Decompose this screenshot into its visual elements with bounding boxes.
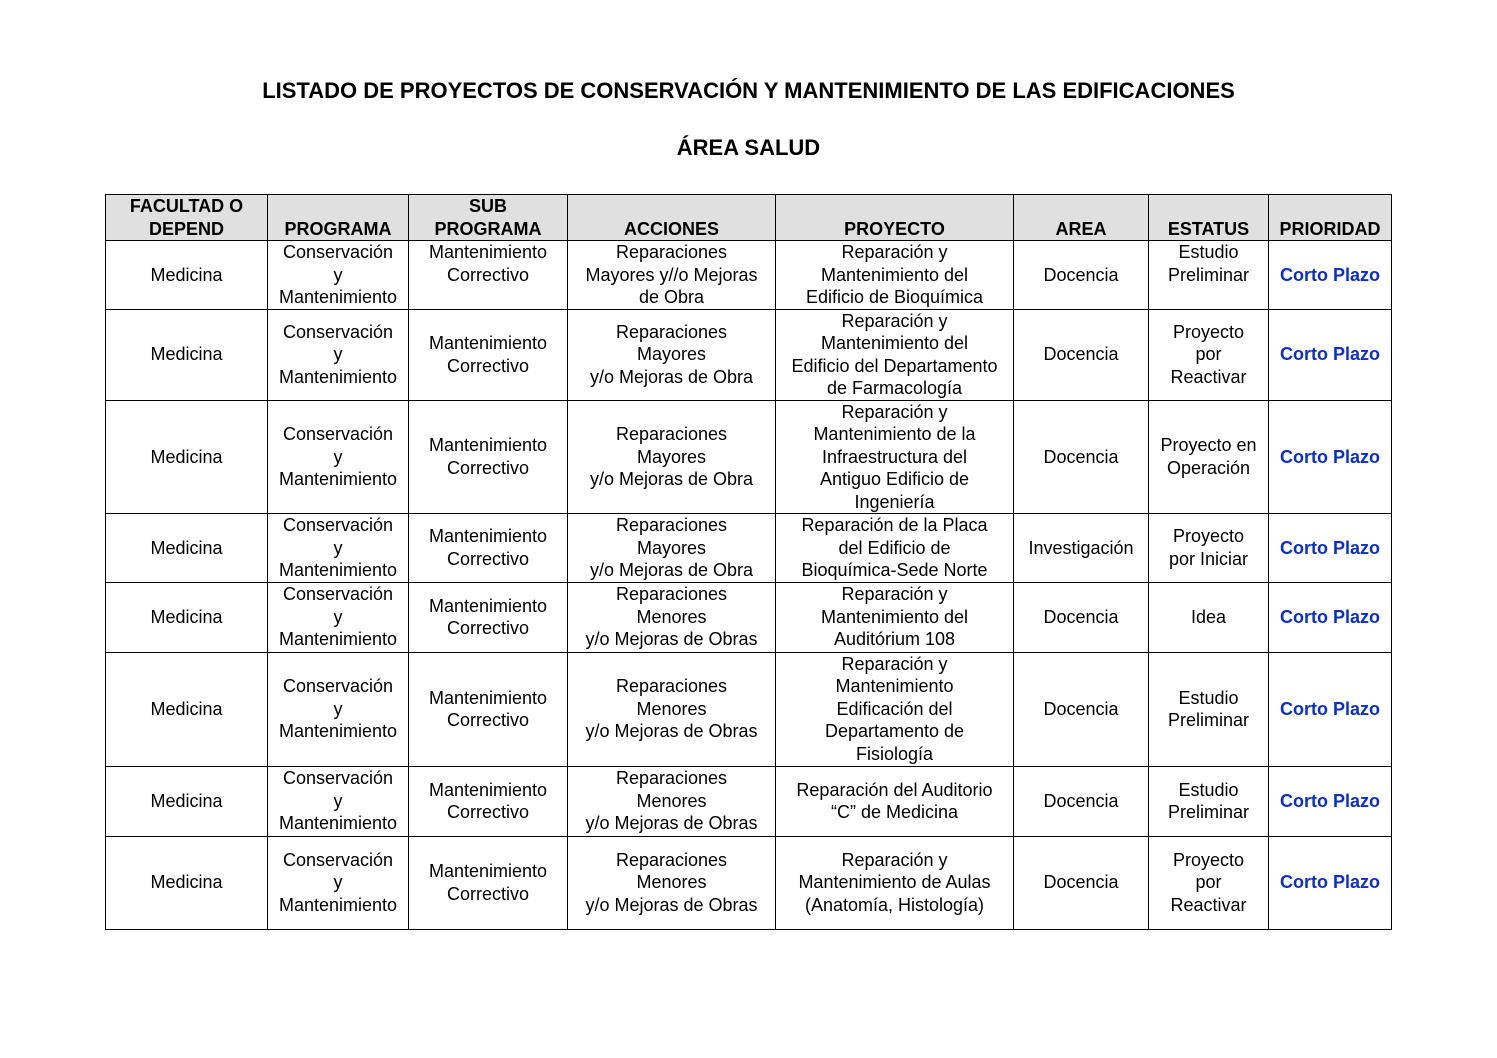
table-row [106, 582, 1392, 652]
cell-acciones [568, 582, 776, 652]
cell-line: Reparación y [841, 401, 948, 422]
cell-subprograma [409, 836, 568, 929]
cell-line: Conservación [282, 515, 394, 535]
cell-line: Reparaciones [615, 242, 728, 262]
document-subtitle: ÁREA SALUD [676, 135, 821, 160]
cell-line: y [333, 344, 343, 365]
cell-programa [268, 400, 409, 514]
cell-line: Medicina [150, 790, 223, 811]
cell-line: Menores [636, 872, 707, 893]
table-row [106, 766, 1392, 836]
cell-subprograma [409, 652, 568, 766]
cell-area [1014, 309, 1149, 400]
table-row [106, 836, 1392, 929]
cell-facultad [106, 766, 268, 836]
cell-line: Reparaciones [615, 584, 728, 605]
cell-proyecto [776, 766, 1014, 836]
cell-line: Fisiología [855, 743, 934, 764]
cell-line: Corto Plazo [1279, 872, 1380, 893]
cell-line: Mantenimiento [278, 721, 398, 742]
cell-area [1014, 652, 1149, 766]
cell-facultad [106, 241, 268, 310]
cell-line: Reparación y [841, 310, 948, 331]
header-subprograma [409, 195, 568, 241]
cell-estatus [1149, 582, 1269, 652]
cell-line: Conservación [282, 242, 394, 262]
cell-estatus [1149, 400, 1269, 514]
cell-line: Corto Plazo [1279, 446, 1380, 467]
cell-line: Preliminar [1167, 264, 1250, 285]
cell-line: Docencia [1043, 264, 1119, 285]
cell-line: Investigación [1028, 537, 1134, 558]
header-facultad [106, 195, 268, 241]
cell-line: Proyecto en [1160, 435, 1257, 456]
table-row [106, 514, 1392, 583]
cell-proyecto [776, 836, 1014, 929]
cell-line: Edificio de Bioquímica [805, 287, 984, 307]
cell-line: Conservación [282, 768, 394, 789]
cell-line: Corto Plazo [1279, 606, 1380, 627]
cell-programa [268, 241, 409, 310]
cell-line: Corto Plazo [1279, 790, 1380, 811]
cell-programa [268, 836, 409, 929]
document-title: LISTADO DE PROYECTOS DE CONSERVACIÓN Y MANTENIMIENTO DE LAS EDIFICACIONES [262, 78, 1235, 103]
cell-line: ACCIONES [623, 218, 719, 239]
cell-line: Reparación de la Placa [801, 515, 988, 535]
cell-line: Ingeniería [854, 491, 935, 512]
cell-line: del Edificio de [838, 537, 951, 558]
cell-facultad [106, 400, 268, 514]
cell-line: PROYECTO [844, 218, 945, 239]
cell-line: ESTATUS [1167, 218, 1250, 239]
cell-proyecto [776, 309, 1014, 400]
cell-line: AREA [1055, 218, 1107, 239]
cell-line: SUB [468, 196, 507, 216]
cell-line: Mayores [636, 537, 707, 558]
cell-line: Docencia [1043, 790, 1119, 811]
cell-line: Docencia [1043, 344, 1119, 365]
table-row [106, 400, 1392, 514]
cell-line: y [333, 264, 343, 285]
cell-line: Reparación y [841, 653, 948, 674]
cell-line: (Anatomía, Histología) [804, 894, 985, 915]
cell-line: Estudio [1178, 687, 1239, 708]
cell-line: y/o Mejoras de Obra [589, 560, 754, 580]
cell-line: Mantenimiento [428, 861, 548, 881]
cell-prioridad [1269, 836, 1392, 929]
cell-line: Corto Plazo [1279, 344, 1380, 365]
cell-acciones [568, 309, 776, 400]
cell-line: Mantenimiento [428, 687, 548, 708]
cell-area [1014, 766, 1149, 836]
cell-subprograma [409, 582, 568, 652]
cell-line: Corto Plazo [1279, 698, 1380, 719]
cell-estatus [1149, 766, 1269, 836]
header-proyecto [776, 195, 1014, 241]
cell-line: Menores [636, 698, 707, 719]
cell-line: Mantenimiento del [820, 333, 969, 353]
cell-line: Conservación [282, 424, 394, 444]
cell-facultad [106, 514, 268, 583]
cell-line: Correctivo [446, 355, 530, 376]
cell-line: Mantenimiento [428, 333, 548, 353]
cell-line: Reparación y [841, 849, 948, 870]
cell-facultad [106, 309, 268, 400]
cell-line: de Farmacología [826, 378, 963, 398]
cell-line: Correctivo [446, 618, 530, 638]
cell-line: Correctivo [446, 710, 530, 730]
cell-line: Correctivo [446, 264, 530, 285]
cell-prioridad [1269, 514, 1392, 583]
cell-line: y/o Mejoras de Obras [585, 813, 758, 834]
table-header-row [106, 195, 1392, 241]
cell-line: Reparación del Auditorio [796, 779, 993, 800]
cell-line: por [1195, 872, 1222, 893]
header-area [1014, 195, 1149, 241]
cell-line: Mantenimiento [278, 560, 398, 580]
cell-line: Proyecto [1172, 849, 1245, 870]
cell-line: Mantenimiento del [820, 606, 969, 627]
cell-proyecto [776, 400, 1014, 514]
cell-subprograma [409, 241, 568, 310]
cell-line: Conservación [282, 849, 394, 870]
table-row [106, 309, 1392, 400]
cell-prioridad [1269, 766, 1392, 836]
cell-line: y [333, 872, 343, 893]
cell-line: PROGRAMA [284, 218, 392, 239]
cell-line: Reactivar [1170, 894, 1247, 915]
cell-line: y/o Mejoras de Obra [589, 469, 754, 489]
cell-area [1014, 400, 1149, 514]
cell-prioridad [1269, 309, 1392, 400]
cell-line: Mantenimiento [278, 287, 398, 307]
cell-line: Mantenimiento de Aulas [798, 872, 991, 893]
cell-estatus [1149, 241, 1269, 310]
cell-line: Mantenimiento [428, 595, 548, 616]
cell-line: Correctivo [446, 457, 530, 478]
cell-line: Reactivar [1170, 366, 1247, 387]
cell-area [1014, 514, 1149, 583]
cell-line: Mantenimiento [278, 469, 398, 489]
cell-subprograma [409, 766, 568, 836]
cell-line: Auditórium 108 [833, 629, 956, 650]
cell-line: Docencia [1043, 872, 1119, 893]
cell-acciones [568, 836, 776, 929]
cell-line: Reparaciones [615, 321, 728, 342]
cell-line: Edificio del Departamento [791, 355, 998, 376]
cell-line: de Obra [638, 287, 705, 307]
header-estatus [1149, 195, 1269, 241]
cell-subprograma [409, 309, 568, 400]
cell-line: Mayores [636, 344, 707, 365]
cell-line: Idea [1190, 606, 1227, 627]
cell-line: Mantenimiento [428, 526, 548, 547]
cell-line: Mantenimiento [278, 894, 398, 915]
cell-line: Medicina [150, 698, 223, 719]
projects-table [105, 194, 1392, 930]
header-prioridad [1269, 195, 1392, 241]
cell-facultad [106, 652, 268, 766]
cell-line: “C” de Medicina [830, 802, 959, 822]
cell-line: Bioquímica-Sede Norte [801, 560, 988, 580]
cell-line: Mayores [636, 446, 707, 467]
cell-line: Docencia [1043, 446, 1119, 467]
cell-prioridad [1269, 241, 1392, 310]
cell-line: Mantenimiento de la [813, 424, 976, 444]
cell-line: PRIORIDAD [1279, 218, 1381, 239]
cell-line: Reparaciones [615, 849, 728, 870]
cell-line: Correctivo [446, 883, 530, 904]
cell-line: Reparaciones [615, 768, 728, 789]
cell-line: Proyecto [1172, 526, 1245, 547]
cell-line: Menores [636, 790, 707, 811]
table-row [106, 652, 1392, 766]
header-acciones [568, 195, 776, 241]
cell-acciones [568, 766, 776, 836]
cell-line: Medicina [150, 264, 223, 285]
cell-line: y [333, 698, 343, 719]
cell-acciones [568, 514, 776, 583]
cell-line: por [1195, 344, 1222, 365]
cell-line: Mantenimiento del [820, 264, 969, 285]
cell-line: Mantenimiento [278, 629, 398, 650]
cell-line: Departamento de [824, 721, 965, 742]
cell-programa [268, 766, 409, 836]
cell-prioridad [1269, 582, 1392, 652]
cell-line: Medicina [150, 606, 223, 627]
cell-line: y/o Mejoras de Obras [585, 721, 758, 742]
cell-line: Reparaciones [615, 424, 728, 444]
cell-facultad [106, 836, 268, 929]
cell-line: Correctivo [446, 548, 530, 569]
cell-line: y/o Mejoras de Obra [589, 366, 754, 387]
cell-acciones [568, 241, 776, 310]
cell-line: Mantenimiento [278, 366, 398, 387]
cell-line: Conservación [282, 676, 394, 697]
cell-acciones [568, 652, 776, 766]
header-programa [268, 195, 409, 241]
cell-subprograma [409, 514, 568, 583]
cell-line: y [333, 537, 343, 558]
cell-line: Menores [636, 606, 707, 627]
cell-line: Estudio [1178, 242, 1239, 262]
cell-area [1014, 241, 1149, 310]
cell-acciones [568, 400, 776, 514]
cell-area [1014, 582, 1149, 652]
cell-line: Preliminar [1167, 802, 1250, 822]
cell-line: Edificación del [836, 698, 953, 719]
cell-line: Conservación [282, 321, 394, 342]
cell-line: Estudio [1178, 779, 1239, 800]
cell-estatus [1149, 652, 1269, 766]
cell-line: Mayores y//o Mejoras [585, 264, 758, 285]
cell-line: Mantenimiento [835, 676, 954, 697]
cell-line: y [333, 790, 343, 811]
cell-line: Reparaciones [615, 515, 728, 535]
cell-line: Medicina [150, 537, 223, 558]
cell-subprograma [409, 400, 568, 514]
cell-line: Reparaciones [615, 676, 728, 697]
cell-line: Mantenimiento [428, 242, 548, 262]
cell-line: Corto Plazo [1279, 264, 1380, 285]
cell-line: Antiguo Edificio de [819, 469, 970, 489]
cell-proyecto [776, 652, 1014, 766]
cell-prioridad [1269, 652, 1392, 766]
cell-line: Mantenimiento [428, 435, 548, 456]
cell-facultad [106, 582, 268, 652]
cell-estatus [1149, 309, 1269, 400]
cell-line: y/o Mejoras de Obras [585, 629, 758, 650]
cell-line: Mantenimiento [428, 779, 548, 800]
cell-line: Mantenimiento [278, 813, 398, 834]
cell-line: DEPEND [148, 218, 224, 239]
cell-line: y [333, 606, 343, 627]
cell-line: Docencia [1043, 698, 1119, 719]
cell-proyecto [776, 582, 1014, 652]
cell-line: por Iniciar [1168, 548, 1249, 569]
cell-programa [268, 309, 409, 400]
cell-line: PROGRAMA [434, 218, 542, 239]
cell-line: FACULTAD O [129, 196, 244, 216]
cell-line: Medicina [150, 344, 223, 365]
cell-line: y/o Mejoras de Obras [585, 894, 758, 915]
cell-programa [268, 652, 409, 766]
cell-programa [268, 582, 409, 652]
cell-programa [268, 514, 409, 583]
cell-line: Preliminar [1167, 710, 1250, 730]
cell-line: Correctivo [446, 802, 530, 822]
cell-proyecto [776, 241, 1014, 310]
cell-line: Medicina [150, 446, 223, 467]
cell-estatus [1149, 836, 1269, 929]
cell-prioridad [1269, 400, 1392, 514]
cell-line: Operación [1166, 457, 1251, 478]
cell-line: Conservación [282, 584, 394, 605]
cell-line: y [333, 446, 343, 467]
cell-line: Reparación y [841, 242, 948, 262]
cell-line: Proyecto [1172, 321, 1245, 342]
cell-line: Docencia [1043, 606, 1119, 627]
cell-line: Reparación y [841, 584, 948, 605]
cell-proyecto [776, 514, 1014, 583]
cell-estatus [1149, 514, 1269, 583]
table-row [106, 241, 1392, 310]
cell-line: Corto Plazo [1279, 537, 1380, 558]
table-body [106, 241, 1392, 930]
cell-line: Medicina [150, 872, 223, 893]
cell-line: Infraestructura del [821, 446, 968, 467]
cell-area [1014, 836, 1149, 929]
